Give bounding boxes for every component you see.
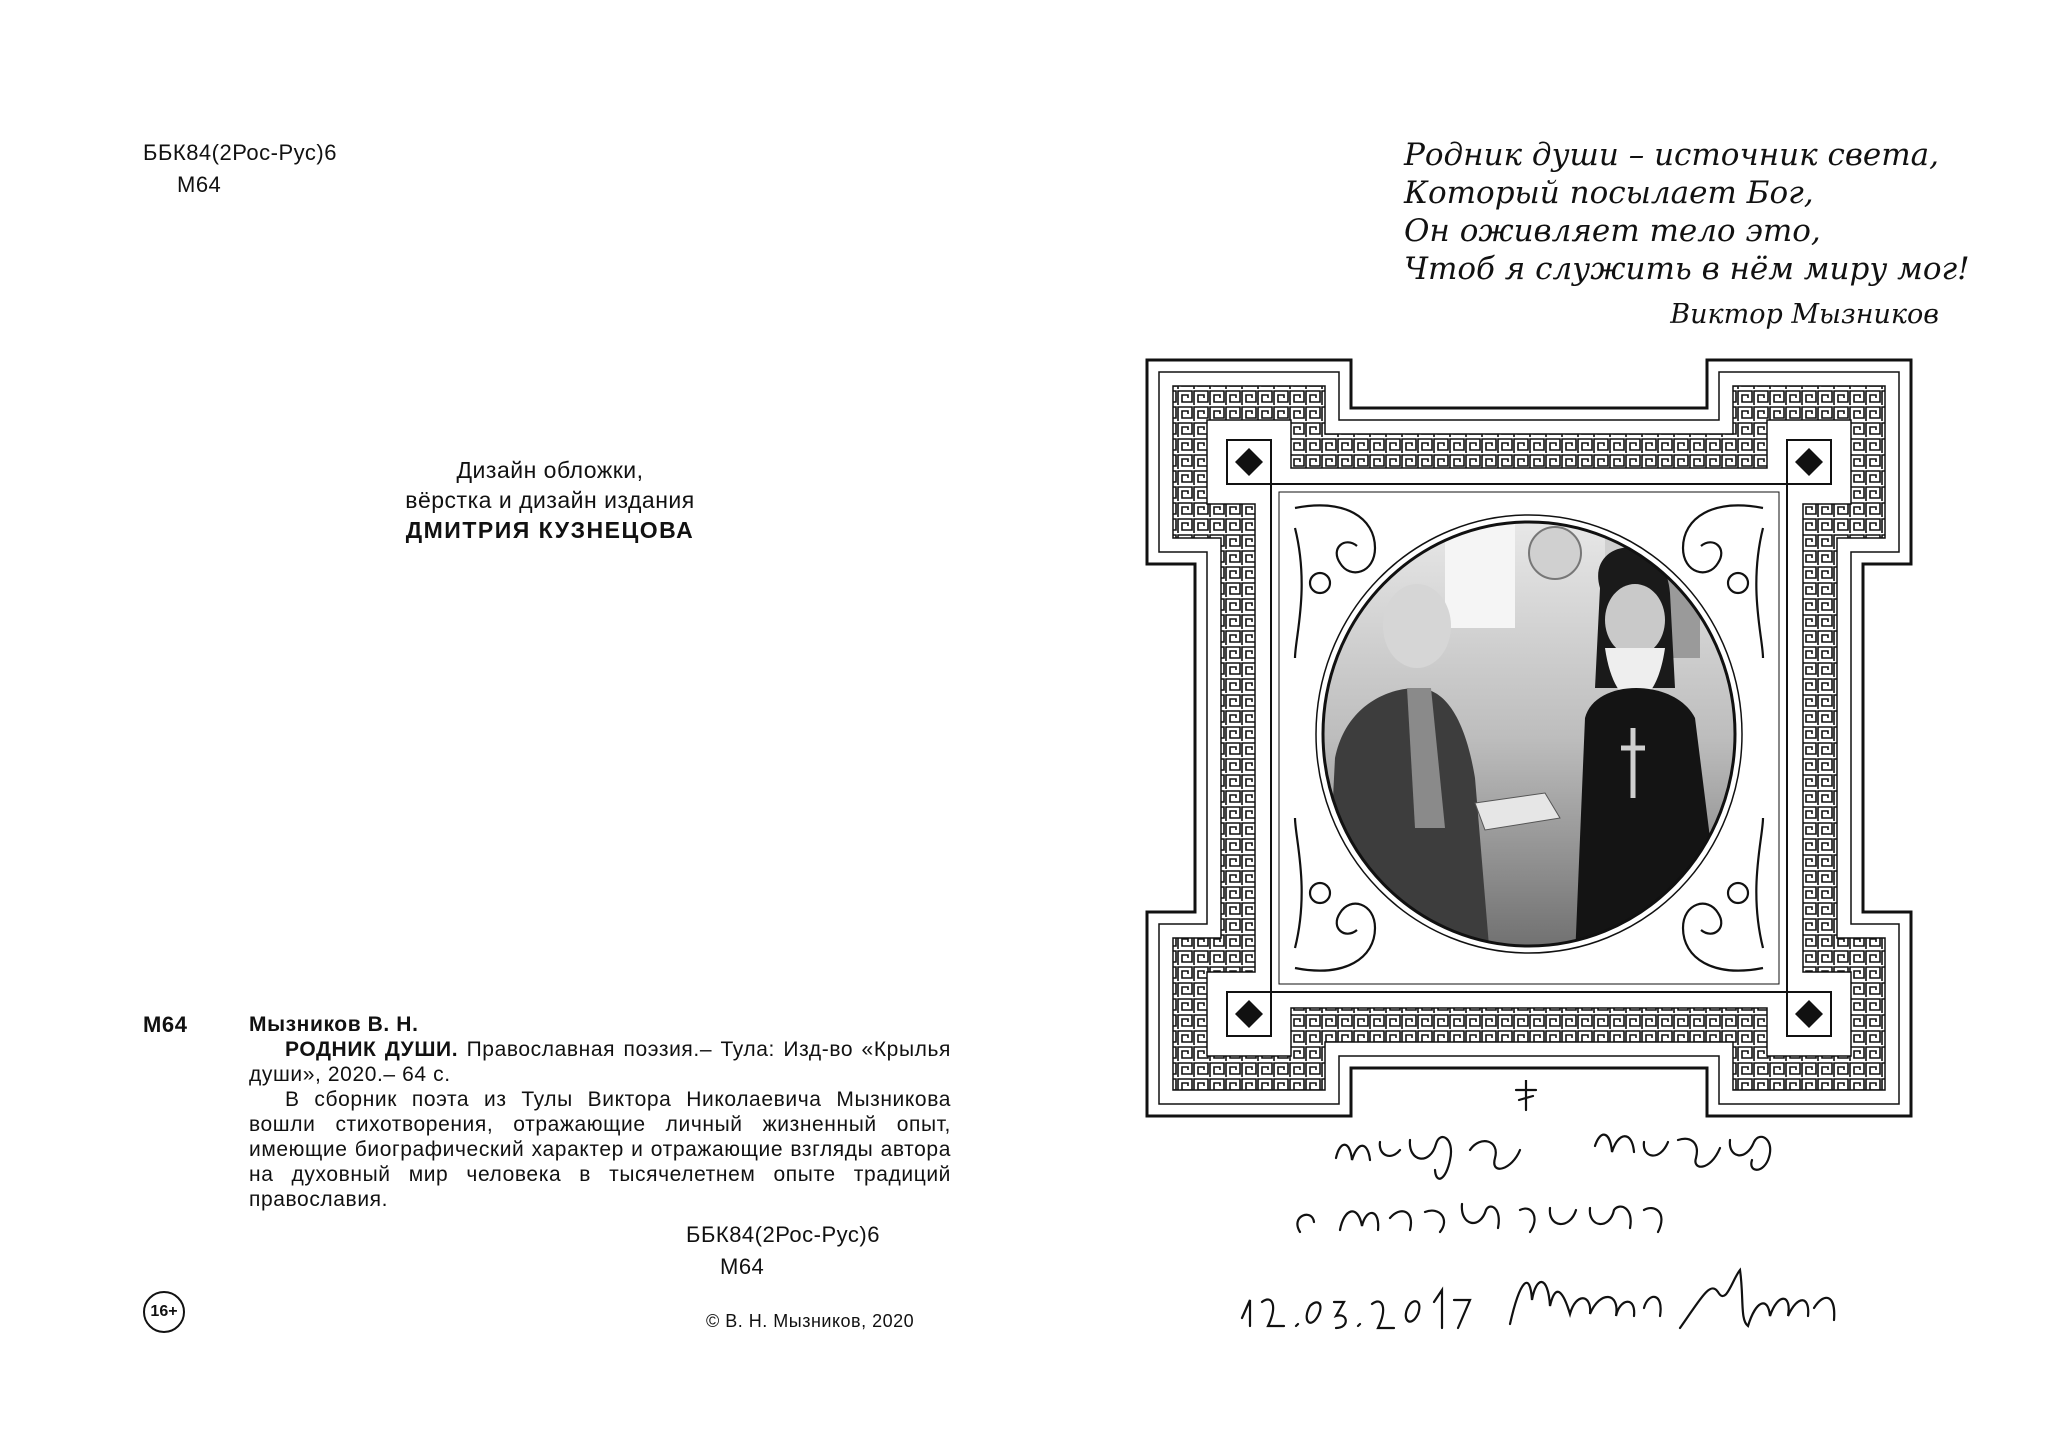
epigraph-line: Родник души – источник света, [1404, 137, 1939, 173]
catalog-code: М64 [143, 1012, 188, 1037]
design-credit-line2: вёрстка и дизайн издания [405, 487, 695, 513]
bbk-code-bottom: ББК84(2Рос-Рус)6 [686, 1222, 880, 1247]
catalog-card [143, 1012, 951, 1212]
epigraph-line: Который посылает Бог, [1404, 175, 1814, 211]
design-credit [300, 455, 800, 545]
epigraph-line: Он оживляет тело это, [1404, 213, 1821, 249]
cross-icon [1516, 1080, 1536, 1110]
bbk-index-top [143, 137, 337, 201]
author-mark: М64 [177, 172, 222, 197]
epigraph-line: Чтоб я служить в нём миру мог! [1404, 251, 1970, 287]
catalog-publication: Православная поэзия.– Тула: Изд-во «Крылья души», 2020.– 64 с. [249, 1038, 952, 1086]
epigraph [1404, 136, 1970, 334]
bbk-code: ББК84(2Рос-Рус)6 [143, 140, 337, 165]
design-credit-line1: Дизайн обложки, [456, 457, 644, 483]
catalog-author: Мызников В. Н. [249, 1013, 419, 1036]
catalog-annotation: В сборник поэта из Тулы Виктора Николаевича Мызникова вошли стихотворения, отражающие личный жизненный опыт, имеющие биографический характер и отражающие взгляды автора на духовный мир человека в тысячелетнем опыте традиций православия. [249, 1088, 951, 1211]
catalog-title: РОДНИК ДУШИ. [285, 1038, 459, 1061]
ornamental-frame [1145, 358, 1913, 1118]
bbk-index-bottom [686, 1219, 880, 1283]
epigraph-author: Виктор Мызников [1670, 299, 1939, 330]
copyright: © В. Н. Мызников, 2020 [706, 1311, 915, 1331]
author-mark-bottom: М64 [720, 1254, 765, 1279]
designer-name: ДМИТРИЯ КУЗНЕЦОВА [405, 517, 695, 543]
age-rating-badge: 16+ [143, 1291, 185, 1333]
handwritten-inscription [1240, 1080, 1840, 1350]
